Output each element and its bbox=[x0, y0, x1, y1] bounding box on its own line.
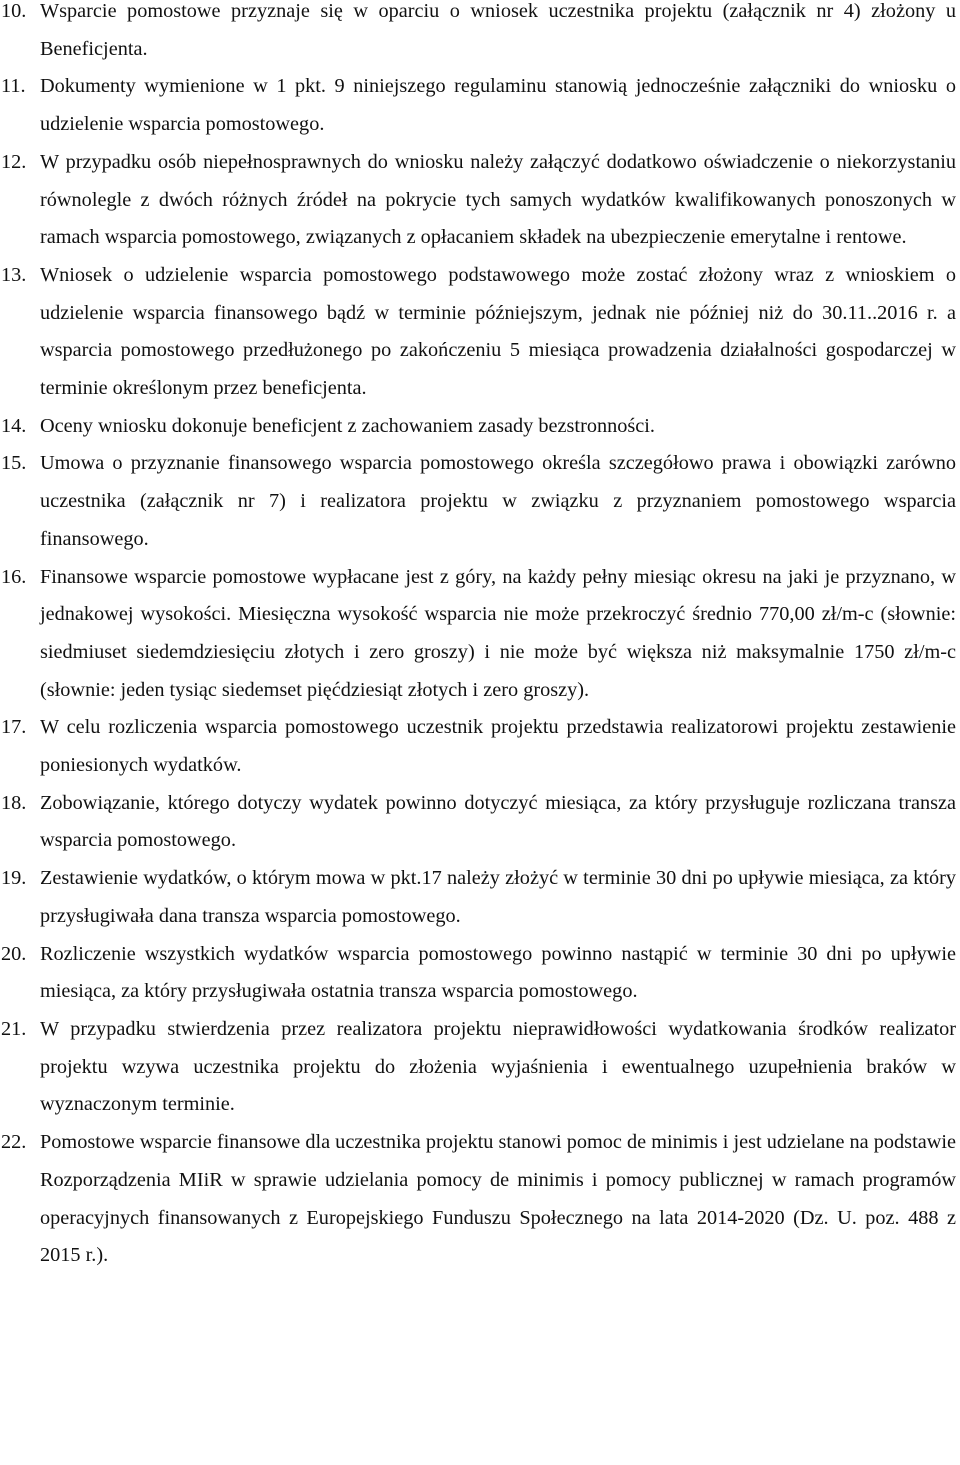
item-text: Wniosek o udzielenie wsparcia pomostowego podstawowego może zostać złożony wraz z wnioskiem o udzielenie wsparcia finansowego bądź w terminie późniejszym, jednak nie później niż do 30.11..2016 r. a wsparcia pomostowego przedłużonego po zakończeniu 5 miesiąca prowadzenia działalności gospodarczej w terminie określonym przez beneficjenta. bbox=[40, 263, 956, 400]
list-item bbox=[0, 68, 956, 143]
item-number: 15. bbox=[1, 452, 27, 475]
item-text: Dokumenty wymienione w 1 pkt. 9 niniejszego regulaminu stanowią jednocześnie załączniki do wniosku o udzielenie wsparcia pomostowego. bbox=[40, 75, 956, 136]
item-text: W celu rozliczenia wsparcia pomostowego uczestnik projektu przedstawia realizatorowi projektu zestawienie poniesionych wydatków. bbox=[40, 716, 956, 777]
list-item bbox=[0, 257, 956, 408]
item-number: 18. bbox=[1, 791, 27, 814]
list-item bbox=[0, 785, 956, 860]
list-item bbox=[0, 1124, 956, 1275]
list-item bbox=[0, 860, 956, 935]
list-item bbox=[0, 709, 956, 784]
item-number: 11. bbox=[1, 75, 26, 98]
item-text: Zobowiązanie, którego dotyczy wydatek powinno dotyczyć miesiąca, za który przysługuje rozliczana transza wsparcia pomostowego. bbox=[40, 791, 956, 852]
item-text: Finansowe wsparcie pomostowe wypłacane jest z góry, na każdy pełny miesiąc okresu na jaki je przyznano, w jednakowej wysokości. Miesięczna wysokość wsparcia nie może przekroczyć średnio 770,00 zł/m-c (słownie: siedmiuset siedemdziesięciu złotych i zero groszy) i nie może być większa niż maksymalnie 1750 zł/m-c (słownie: jeden tysiąc siedemset pięćdziesiąt złotych i zero groszy). bbox=[40, 565, 956, 701]
item-number: 13. bbox=[1, 263, 27, 286]
item-number: 10. bbox=[1, 0, 27, 22]
list-item bbox=[0, 0, 956, 68]
item-number: 14. bbox=[1, 414, 27, 437]
item-text: Oceny wniosku dokonuje beneficjent z zachowaniem zasady bezstronności. bbox=[40, 414, 655, 437]
item-number: 21. bbox=[1, 1017, 27, 1040]
item-text: W przypadku stwierdzenia przez realizatora projektu nieprawidłowości wydatkowania środków realizator projektu wzywa uczestnika projektu do złożenia wyjaśnienia i ewentualnego uzupełnienia braków w wyznaczonym terminie. bbox=[40, 1017, 956, 1116]
item-text: Zestawienie wydatków, o którym mowa w pkt.17 należy złożyć w terminie 30 dni po upływie miesiąca, za który przysługiwała dana transza wsparcia pomostowego. bbox=[40, 867, 956, 927]
item-number: 19. bbox=[1, 867, 27, 890]
list-item bbox=[0, 936, 956, 1011]
item-number: 16. bbox=[1, 565, 27, 588]
list-item bbox=[0, 1011, 956, 1124]
item-number: 17. bbox=[1, 716, 27, 739]
list-item bbox=[0, 445, 956, 558]
list-item bbox=[0, 144, 956, 257]
item-text: Rozliczenie wszystkich wydatków wsparcia pomostowego powinno nastąpić w terminie 30 dni po upływie miesiąca, za który przysługiwała ostatnia transza wsparcia pomostowego. bbox=[40, 942, 956, 1003]
item-text: W przypadku osób niepełnosprawnych do wniosku należy załączyć dodatkowo oświadczenie o niekorzystaniu równolegle z dwóch różnych źródeł na pokrycie tych samych wydatków kwalifikowanych ponoszonych w ramach wsparcia pomostowego, związanych z opłacaniem składek na ubezpieczenie emerytalne i rentowe. bbox=[40, 150, 956, 249]
item-text: Umowa o przyznanie finansowego wsparcia pomostowego określa szczegółowo prawa i obowiązki zarówno uczestnika (załącznik nr 7) i realizatora projektu w związku z przyznaniem pomostowego wsparcia finansowego. bbox=[40, 452, 956, 550]
item-text: Wsparcie pomostowe przyznaje się w oparciu o wniosek uczestnika projektu (załącznik nr 4) złożony u Beneficjenta. bbox=[40, 0, 956, 60]
list-item bbox=[0, 559, 956, 710]
item-number: 22. bbox=[1, 1131, 27, 1154]
list-item bbox=[0, 408, 956, 446]
item-number: 20. bbox=[1, 942, 27, 965]
item-text: Pomostowe wsparcie finansowe dla uczestnika projektu stanowi pomoc de minimis i jest udzielane na podstawie Rozporządzenia MIiR w sprawie udzielania pomocy de minimis i pomocy publicznej w ramach programów operacyjnych finansowanych z Europejskiego Funduszu Społecznego na lata 2014-2020 (Dz. U. poz. 488 z 2015 r.). bbox=[40, 1131, 956, 1267]
item-number: 12. bbox=[1, 150, 27, 173]
